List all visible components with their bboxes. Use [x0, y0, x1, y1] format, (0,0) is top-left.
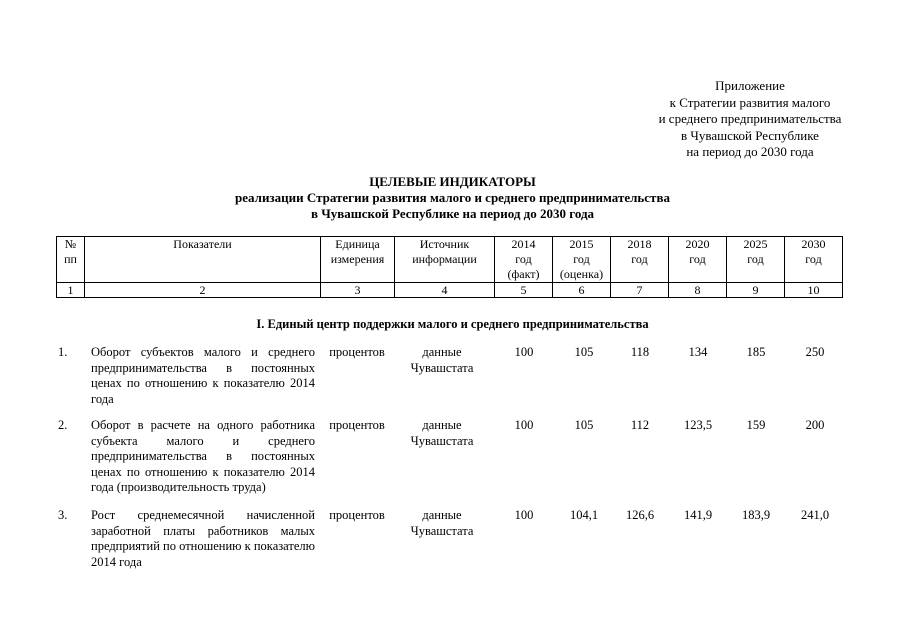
header-text: 2018 [627, 237, 652, 251]
value-2014: 100 [514, 345, 534, 359]
source-cell [396, 418, 488, 449]
table-header [56, 236, 843, 298]
source-line: Чувашстата [410, 523, 474, 538]
appendix-line: Приложение [715, 78, 785, 93]
appendix-line: в Чувашской Республике [681, 127, 819, 143]
row-number: 1. [58, 345, 68, 359]
header-text: 2015 [569, 237, 594, 251]
column-number: 4 [395, 283, 495, 298]
header-text: год [747, 252, 764, 266]
value-2020: 134 [688, 345, 708, 359]
row-number: 3. [58, 508, 68, 522]
column-number-row [57, 283, 843, 298]
unit-cell: процентов [329, 508, 385, 522]
appendix-line: к Стратегии развития малого [669, 94, 831, 110]
title-line: ЦЕЛЕВЫЕ ИНДИКАТОРЫ [369, 174, 536, 189]
header-2030 [785, 237, 843, 283]
value-2015: 105 [574, 418, 594, 432]
column-number: 10 [785, 283, 843, 298]
value-2014: 100 [514, 508, 534, 522]
header-text: (оценка) [559, 267, 604, 281]
value-2020: 123,5 [683, 418, 713, 432]
value-2025: 159 [746, 418, 766, 432]
column-number: 1 [57, 283, 85, 298]
header-indicators [85, 237, 321, 283]
value-2020: 141,9 [683, 508, 713, 522]
value-2018: 126,6 [625, 508, 655, 522]
header-text: информации [412, 252, 477, 266]
header-text: 2014 [511, 237, 536, 251]
column-number: 5 [495, 283, 553, 298]
header-2020 [669, 237, 727, 283]
column-number: 9 [727, 283, 785, 298]
header-source [395, 237, 495, 283]
column-number: 8 [669, 283, 727, 298]
header-text: 2020 [685, 237, 710, 251]
header-text: год [515, 252, 532, 266]
source-line: данные [422, 418, 462, 432]
document-title [0, 174, 905, 222]
value-2030: 250 [805, 345, 825, 359]
appendix-line: на период до 2030 года [686, 144, 814, 159]
value-2025: 183,9 [741, 508, 771, 522]
row-number: 2. [58, 418, 68, 432]
indicator-name: Оборот в расчете на одного работника субъекта малого и среднего предпринимательства в постоянных ценах по отношению к показателю 2014 года (производительность труда) [91, 418, 315, 494]
value-2015: 104,1 [569, 508, 599, 522]
value-2018: 112 [630, 418, 650, 432]
header-text: пп [64, 252, 77, 266]
header-2018 [611, 237, 669, 283]
indicator-name: Оборот субъектов малого и среднего предпринимательства в постоянных ценах по отношению к показателю 2014 года [91, 345, 315, 406]
source-line: данные [422, 345, 462, 359]
header-text: 2030 [801, 237, 826, 251]
unit-cell: процентов [329, 345, 385, 359]
header-text: измерения [330, 252, 385, 266]
column-number: 2 [85, 283, 321, 298]
value-2030: 241,0 [800, 508, 830, 522]
column-number: 3 [321, 283, 395, 298]
column-number: 6 [553, 283, 611, 298]
header-unit [321, 237, 395, 283]
header-text: № [64, 237, 77, 251]
header-2014 [495, 237, 553, 283]
header-text: Источник [419, 237, 470, 251]
value-2018: 118 [630, 345, 650, 359]
value-2025: 185 [746, 345, 766, 359]
indicator-name: Рост среднемесячной начисленной заработной платы работников малых предприятий по отношению к показателю 2014 года [91, 508, 315, 569]
header-num [57, 237, 85, 283]
source-cell [396, 508, 488, 539]
value-2015: 105 [574, 345, 594, 359]
value-2014: 100 [514, 418, 534, 432]
title-line: в Чувашской Республике на период до 2030 года [310, 206, 595, 221]
column-number: 7 [611, 283, 669, 298]
section-title: I. Единый центр поддержки малого и среднего предпринимательства [256, 317, 649, 331]
header-2015 [553, 237, 611, 283]
header-text: Единица [335, 237, 380, 251]
header-text: 2025 [743, 237, 768, 251]
header-text: год [631, 252, 648, 266]
value-2030: 200 [805, 418, 825, 432]
source-line: Чувашстата [410, 433, 474, 448]
unit-cell: процентов [329, 418, 385, 432]
appendix-line: и среднего предпринимательства [658, 111, 842, 126]
header-text: год [689, 252, 706, 266]
header-row [57, 237, 843, 283]
header-text: Показатели [173, 237, 232, 251]
title-line: реализации Стратегии развития малого и среднего предпринимательства [235, 190, 670, 205]
source-line: данные [422, 508, 462, 522]
header-2025 [727, 237, 785, 283]
source-line: Чувашстата [410, 360, 474, 375]
header-text: (факт) [507, 267, 540, 281]
header-text: год [573, 252, 590, 266]
appendix-note [600, 78, 900, 161]
header-text: год [805, 252, 822, 266]
source-cell [396, 345, 488, 376]
